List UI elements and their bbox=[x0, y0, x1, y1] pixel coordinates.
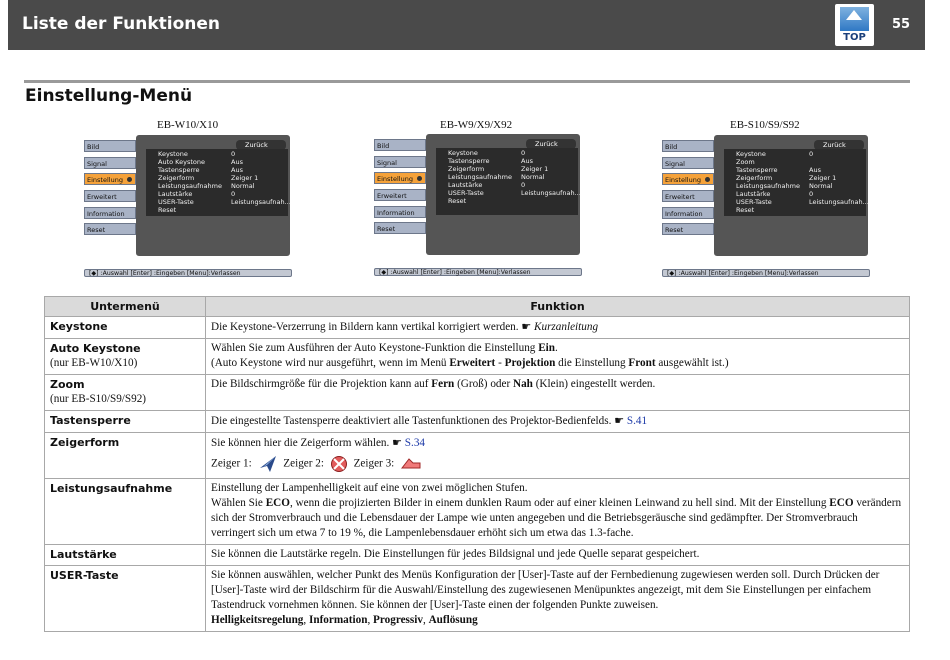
page-link[interactable]: S.34 bbox=[404, 437, 426, 449]
menu-row-value: 0 bbox=[809, 190, 814, 198]
table-row bbox=[45, 566, 910, 632]
menu-row-label: Lautstärke bbox=[448, 181, 483, 189]
menu-side-item: Bild bbox=[84, 140, 136, 152]
menu-row-label: Tastensperre bbox=[158, 166, 200, 174]
menu-side-item: Information bbox=[84, 207, 136, 219]
menu-footer: [◆] :Auswahl [Enter] :Eingeben [Menu]:Verlassen bbox=[84, 269, 292, 277]
text-run-bold: ECO bbox=[829, 497, 854, 509]
menu-row-value: Zeiger 1 bbox=[231, 174, 259, 182]
menu-row-value: 0 bbox=[809, 150, 814, 158]
menu-inner bbox=[146, 149, 291, 216]
menu-row-label: Reset bbox=[158, 206, 177, 214]
text-run: (Auto Keystone wird nur ausgeführt, wenn im Menü bbox=[211, 357, 450, 369]
up-arrow-icon bbox=[846, 10, 862, 20]
pointing-hand-icon: ☛ bbox=[614, 414, 625, 427]
menu-row-value: Normal bbox=[809, 182, 833, 190]
row-name-label: Zoom bbox=[50, 378, 85, 391]
menu-row-label: Lautstärke bbox=[736, 190, 771, 198]
separator: , bbox=[422, 614, 429, 626]
menu-row-value: Leistungsaufnah... bbox=[809, 198, 869, 206]
pointer-1-label: Zeiger 1: bbox=[211, 457, 252, 470]
menu-back-label: Zurück bbox=[236, 140, 286, 150]
menu-side-item: Bild bbox=[374, 139, 426, 151]
table-row bbox=[45, 339, 910, 375]
row-text: Sie können hier die Zeigerform wählen. bbox=[211, 437, 390, 449]
menu-row-value: Zeiger 1 bbox=[809, 174, 837, 182]
menu-side-item: Reset bbox=[374, 222, 426, 234]
menu-side-item-selected: Einstellung bbox=[662, 173, 714, 185]
option-item: Progressiv bbox=[373, 614, 423, 626]
row-name-note: (nur EB-S10/S9/S92) bbox=[50, 393, 147, 405]
option-item: Auflösung bbox=[428, 614, 478, 626]
section-title: Einstellung-Menü bbox=[25, 86, 193, 106]
text-run: verändern sich der Stromverbrauch und die Lebensdauer der Lampe wie unten angegeben und die Betriebsgeräusche sind gedämpfter. Der Stromverbrauch verringert sich um etwa 7 to 19 %, die Lampenlebensdauer erhöht sich um etwa das 1.3-fache. bbox=[211, 497, 902, 539]
header-bar bbox=[8, 0, 925, 50]
text-run-bold: Front bbox=[628, 357, 656, 369]
menu-back-label: Zurück bbox=[526, 139, 576, 149]
text-run-bold: Fern bbox=[431, 378, 455, 390]
row-name bbox=[45, 375, 206, 411]
pointer-2-label: Zeiger 2: bbox=[283, 457, 324, 470]
row-description: Sie können die Lautstärke regeln. Die Einstellungen für jedes Bildsignal und jede Quelle separat gespeichert. bbox=[206, 545, 910, 566]
menu-row-value: Leistungsaufnah... bbox=[231, 198, 291, 206]
header-title: Liste der Funktionen bbox=[22, 14, 220, 34]
menu-footer: [◆] :Auswahl [Enter] :Eingeben [Menu]:Verlassen bbox=[374, 268, 582, 276]
menu-row-label: Reset bbox=[448, 197, 467, 205]
menu-screenshot bbox=[662, 135, 872, 281]
function-table bbox=[44, 296, 910, 632]
row-name: USER-Taste bbox=[45, 566, 206, 632]
row-text: Einstellung der Lampenhelligkeit auf eine von zwei möglichen Stufen. bbox=[211, 482, 528, 494]
pointer-shapes bbox=[211, 455, 904, 475]
menu-row-label: Auto Keystone bbox=[158, 158, 205, 166]
menu-row-value: 0 bbox=[521, 149, 526, 157]
row-description bbox=[206, 479, 910, 545]
row-name-label: Auto Keystone bbox=[50, 342, 141, 355]
table-row bbox=[45, 433, 910, 479]
menu-row-label: Reset bbox=[736, 206, 755, 214]
column-header-function: Funktion bbox=[206, 297, 910, 317]
text-run-bold: Projektion bbox=[504, 357, 556, 369]
menu-row-value: Leistungsaufnah... bbox=[521, 189, 581, 197]
text-run-bold: Nah bbox=[513, 378, 533, 390]
menu-row-label: Leistungsaufnahme bbox=[736, 182, 800, 190]
menu-row-label: Keystone bbox=[448, 149, 478, 157]
menu-side-item: Erweitert bbox=[374, 189, 426, 201]
pointer-target-icon bbox=[330, 455, 348, 473]
menu-side-item: Signal bbox=[84, 157, 136, 169]
row-description bbox=[206, 411, 910, 433]
menu-screenshot bbox=[374, 134, 584, 280]
text-run-bold: Ein bbox=[538, 342, 555, 354]
menu-row-label: Keystone bbox=[736, 150, 766, 158]
menu-side-item: Signal bbox=[374, 156, 426, 168]
menu-side-item: Information bbox=[374, 206, 426, 218]
row-name: Keystone bbox=[45, 317, 206, 339]
table-row bbox=[45, 479, 910, 545]
menu-row-value: Aus bbox=[231, 158, 243, 166]
text-run: (Groß) oder bbox=[454, 378, 513, 390]
menu-inner bbox=[724, 149, 869, 216]
row-text: Die Keystone-Verzerrung in Bildern kann vertikal korrigiert werden. bbox=[211, 321, 519, 333]
menu-side-item: Reset bbox=[662, 223, 714, 235]
menu-row-label: USER-Taste bbox=[158, 198, 194, 206]
menu-panel bbox=[714, 135, 868, 256]
text-run: die Einstellung bbox=[555, 357, 629, 369]
menu-row-value: 0 bbox=[231, 190, 236, 198]
menu-row-label: Zeigerform bbox=[158, 174, 195, 182]
menu-side-item: Erweitert bbox=[662, 190, 714, 202]
menu-row-value: Aus bbox=[521, 157, 533, 165]
menu-row-value: Aus bbox=[231, 166, 243, 174]
row-name: Tastensperre bbox=[45, 411, 206, 433]
section-divider bbox=[24, 80, 910, 83]
row-description bbox=[206, 317, 910, 339]
top-button-label: TOP bbox=[843, 32, 866, 43]
menu-row-label: Leistungsaufnahme bbox=[448, 173, 512, 181]
menu-footer: [◆] :Auswahl [Enter] :Eingeben [Menu]:Verlassen bbox=[662, 269, 870, 277]
text-run: Die Bildschirmgröße für die Projektion kann auf bbox=[211, 378, 432, 390]
table-row bbox=[45, 545, 910, 566]
menu-panel bbox=[426, 134, 580, 255]
menu-side-item: Bild bbox=[662, 140, 714, 152]
menu-row-label: Zeigerform bbox=[448, 165, 485, 173]
text-run: (Klein) eingestellt werden. bbox=[532, 378, 656, 390]
separator: , bbox=[303, 614, 309, 626]
column-header-submenu: Untermenü bbox=[45, 297, 206, 317]
table-header-row bbox=[45, 297, 910, 317]
separator: , bbox=[367, 614, 374, 626]
menu-back-label: Zurück bbox=[814, 140, 864, 150]
row-text: Die eingestellte Tastensperre deaktiviert alle Tastenfunktionen des Projektor-Bedienfelds. bbox=[211, 415, 612, 427]
table-row bbox=[45, 375, 910, 411]
screenshot-caption: EB-S10/S9/S92 bbox=[730, 119, 800, 131]
menu-row-label: Tastensperre bbox=[736, 166, 778, 174]
text-run: . bbox=[554, 342, 558, 354]
menu-row-label: Lautstärke bbox=[158, 190, 193, 198]
pointer-bar-icon bbox=[400, 457, 422, 471]
row-name: Lautstärke bbox=[45, 545, 206, 566]
menu-row-label: Zoom bbox=[736, 158, 755, 166]
menu-side-item: Erweitert bbox=[84, 190, 136, 202]
row-description bbox=[206, 339, 910, 375]
row-description bbox=[206, 433, 910, 479]
menu-row-label: USER-Taste bbox=[736, 198, 772, 206]
table-row bbox=[45, 411, 910, 433]
menu-side-item: Signal bbox=[662, 157, 714, 169]
menu-row-value: Normal bbox=[231, 182, 255, 190]
row-name bbox=[45, 339, 206, 375]
row-name: Zeigerform bbox=[45, 433, 206, 479]
row-text: Sie können auswählen, welcher Punkt des Menüs Konfiguration der [User]-Taste auf der Fernbedienung zugewiesen werden soll. Durch Drücken der [User]-Taste wird der Bildschirm für die Auswahl/Einstellung des zugewiesenen Menüpunktes angezeigt, mit dem Sie Einstellungen per einfachem Tastendruck vornehmen können. Sie können der [User]-Taste einen der folgenden Punkte zuweisen. bbox=[211, 569, 880, 611]
text-run: , wenn die projizierten Bilder in einem dunklen Raum oder auf einer kleinen Leinwand zu hell sind. Mit der Einstellung bbox=[289, 497, 830, 509]
menu-inner bbox=[436, 148, 581, 215]
menu-row-value: Aus bbox=[809, 166, 821, 174]
option-item: Information bbox=[309, 614, 368, 626]
menu-side-item: Reset bbox=[84, 223, 136, 235]
menu-row-value: Normal bbox=[521, 173, 545, 181]
quickstart-link[interactable]: Kurzanleitung bbox=[534, 321, 599, 333]
menu-row-label: Zeigerform bbox=[736, 174, 773, 182]
menu-row-label: Tastensperre bbox=[448, 157, 490, 165]
menu-row-value: 0 bbox=[521, 181, 526, 189]
text-run-bold: ECO bbox=[265, 497, 290, 509]
menu-row-value: 0 bbox=[231, 150, 236, 158]
text-run: - bbox=[495, 357, 505, 369]
screenshot-caption: EB-W9/X9/X92 bbox=[440, 119, 513, 131]
menu-row-label: USER-Taste bbox=[448, 189, 484, 197]
menu-side-item-selected: Einstellung bbox=[374, 172, 426, 184]
top-button[interactable] bbox=[835, 4, 874, 46]
menu-side-item-selected: Einstellung bbox=[84, 173, 136, 185]
menu-side-item: Information bbox=[662, 207, 714, 219]
row-description bbox=[206, 375, 910, 411]
screenshot-caption: EB-W10/X10 bbox=[157, 119, 219, 131]
pointer-arrow-icon bbox=[258, 455, 278, 473]
pointing-hand-icon: ☛ bbox=[392, 436, 402, 449]
row-description bbox=[206, 566, 910, 632]
pointer-3-label: Zeiger 3: bbox=[353, 457, 395, 470]
page-link[interactable]: S.41 bbox=[626, 415, 648, 427]
text-run: Wählen Sie bbox=[211, 497, 266, 509]
text-run-bold: Erweitert bbox=[449, 357, 496, 369]
menu-panel bbox=[136, 135, 290, 256]
row-name: Leistungsaufnahme bbox=[45, 479, 206, 545]
row-name-note: (nur EB-W10/X10) bbox=[50, 357, 138, 369]
menu-row-label: Keystone bbox=[158, 150, 188, 158]
text-run: ausgewählt ist.) bbox=[655, 357, 729, 369]
menu-row-label: Leistungsaufnahme bbox=[158, 182, 222, 190]
menu-screenshot bbox=[84, 135, 294, 281]
text-run: Wählen Sie zum Ausführen der Auto Keystone-Funktion die Einstellung bbox=[211, 342, 539, 354]
menu-row-value: Zeiger 1 bbox=[521, 165, 549, 173]
option-item: Helligkeitsregelung bbox=[211, 614, 304, 626]
page-number: 55 bbox=[892, 17, 911, 32]
table-row bbox=[45, 317, 910, 339]
pointing-hand-icon: ☛ bbox=[521, 320, 532, 333]
